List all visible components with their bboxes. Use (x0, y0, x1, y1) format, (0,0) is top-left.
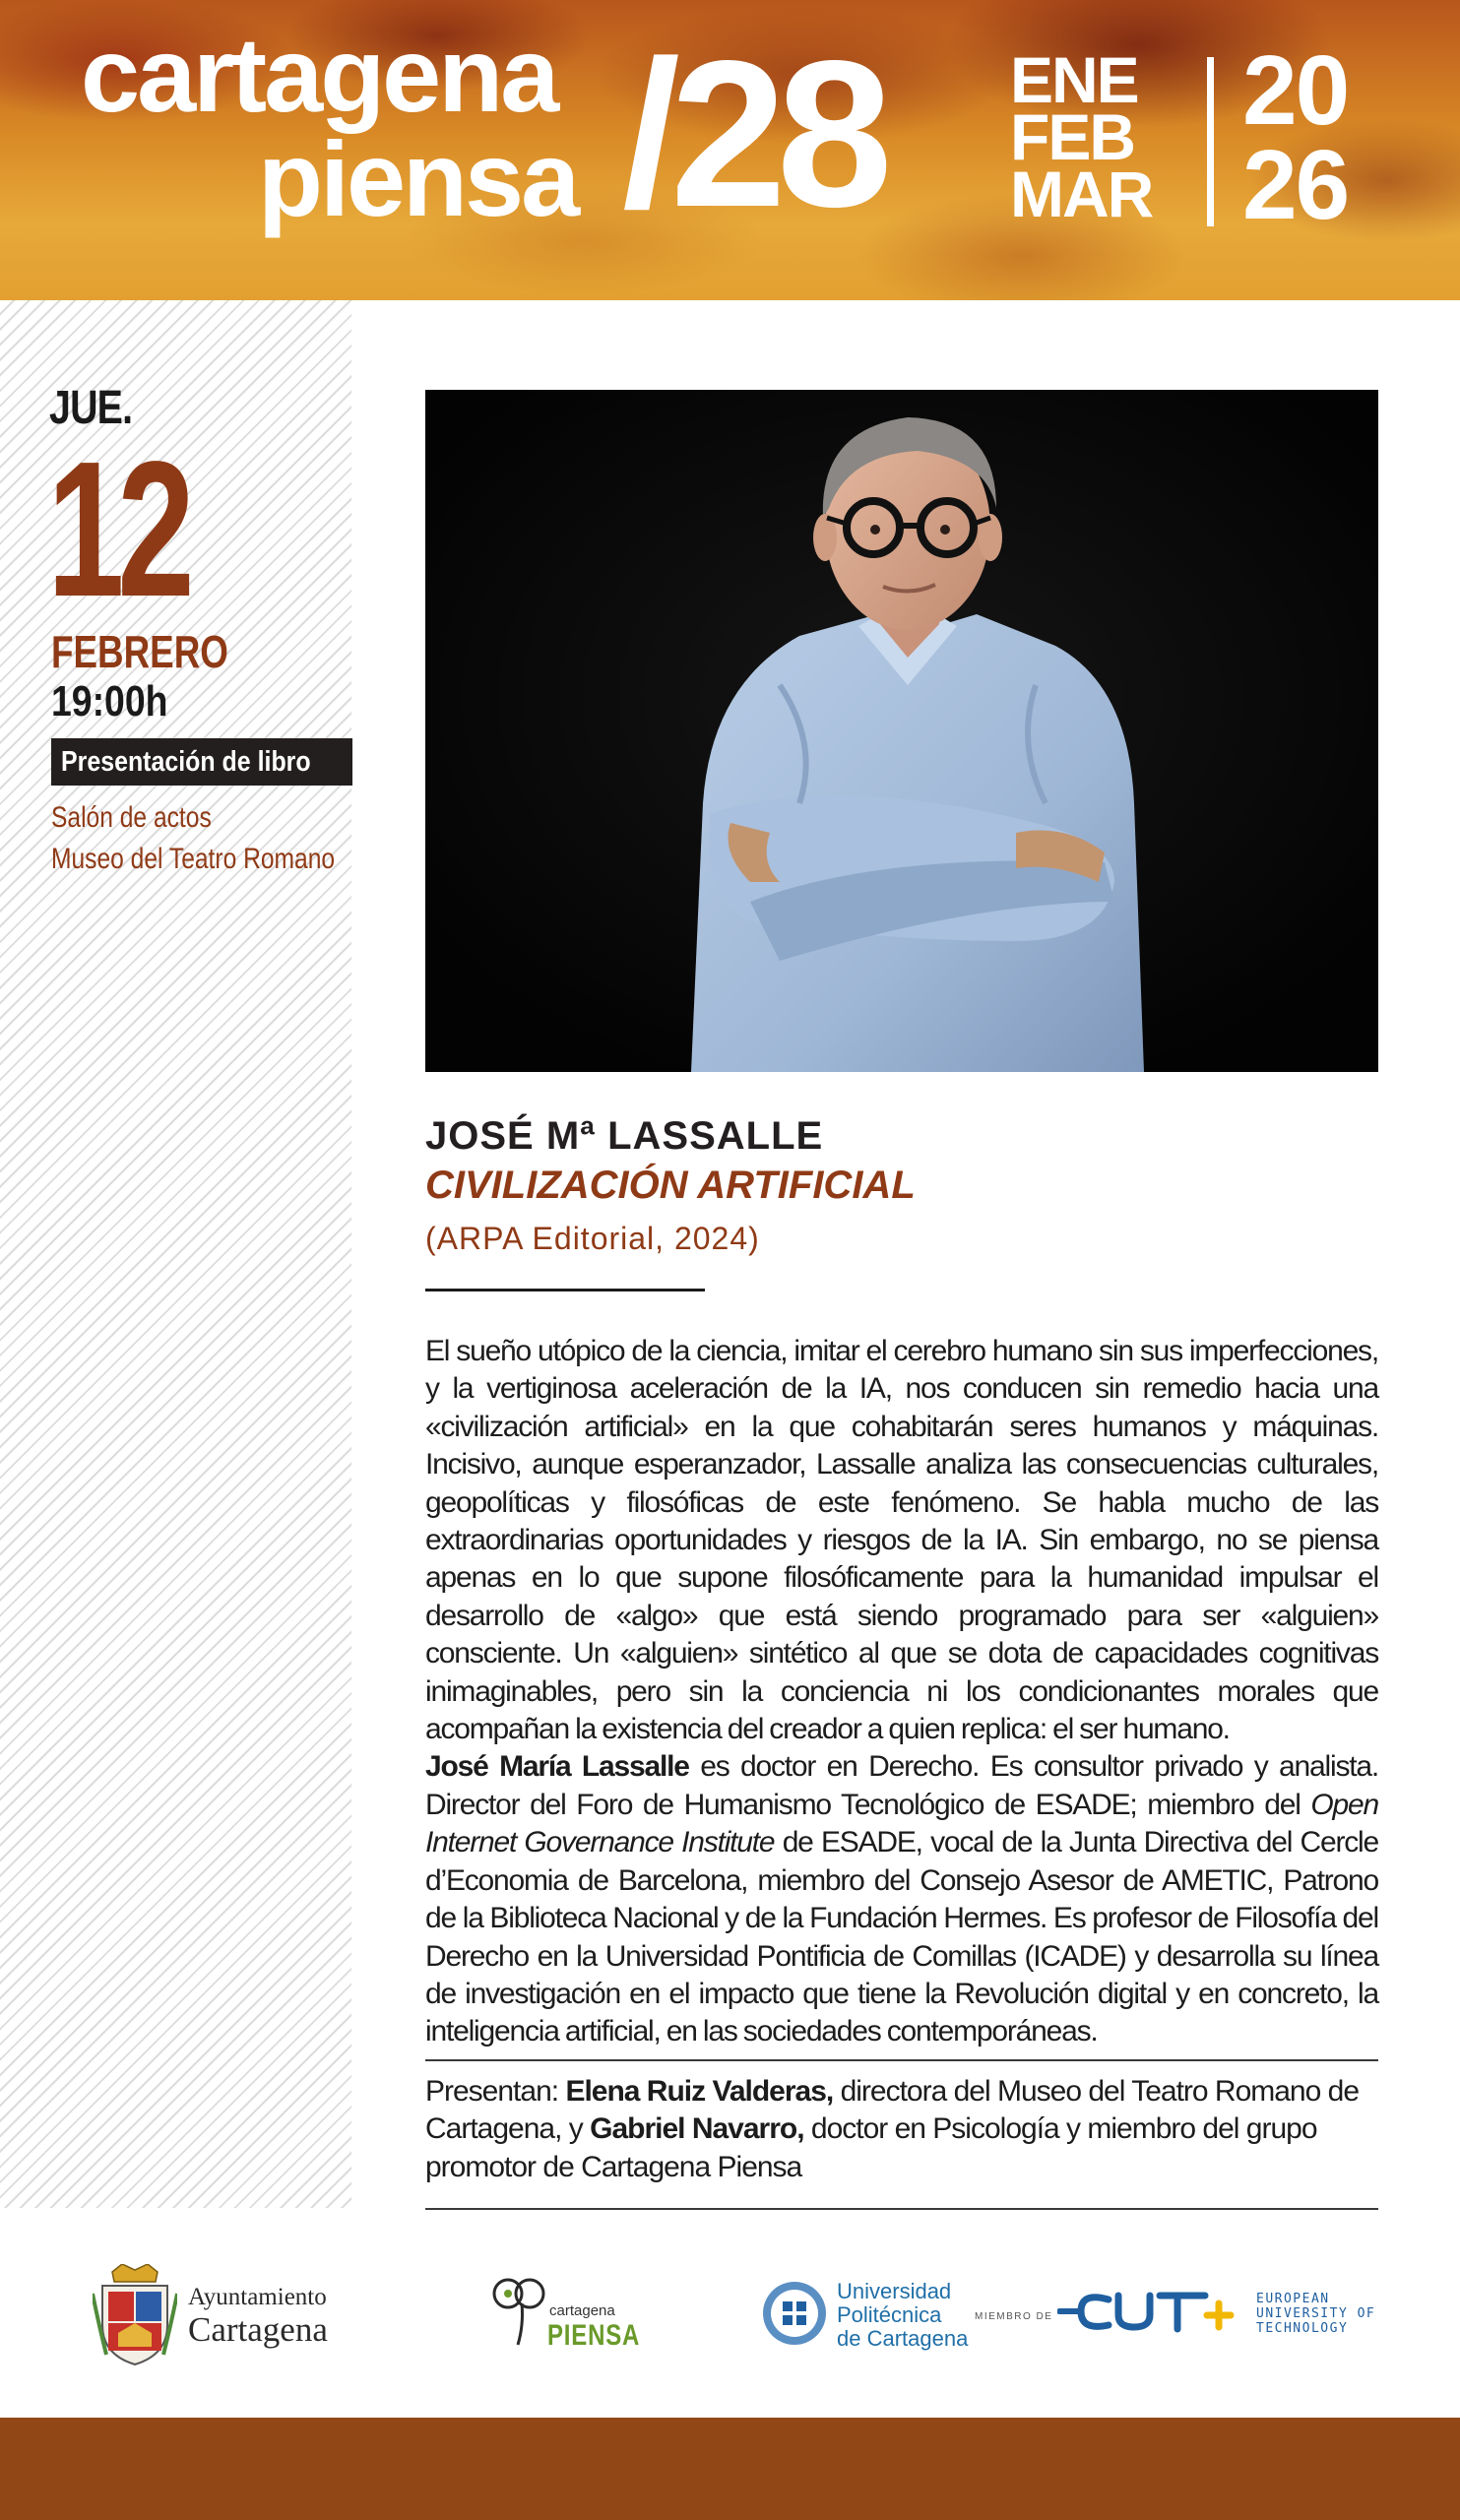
book-publisher: (ARPA Editorial, 2024) (425, 1221, 760, 1256)
synopsis-paragraph: El sueño utópico de la ciencia, imitar el cerebro humano sin sus imperfecciones, y la vertiginosa aceleración de la IA, nos conducen sin remedio hacia una «civilización artificial» en la que cohabitarán seres humanos y máquinas. Incisivo, aunque esperanzador, Lassalle analiza las consecuencias culturales, geopolíticas y filosóficas de este fenómeno. Se habla mucho de las extraordinarias oportunidades y riesgos de la IA. Sin embargo, no se piensa apenas en lo que supone filosóficamente para la humanidad impulsar el desarrollo de «algo» que está siendo programado para ser «alguien» consciente. Un «alguien» sintético al que se dota de capacidades cognitivas inimaginables, pero sin la conciencia ni los condicionantes morales que acompañan la existencia del creador a quien replica: el ser humano. (425, 1335, 1378, 1746)
eut-line-3: TECHNOLOGY (1256, 2321, 1349, 2336)
author-bio-paragraph (425, 1748, 1378, 2050)
presenter-desc-1: directora del Museo del Teatro Romano de Cartagena, y (425, 2075, 1360, 2146)
presenter-desc-2: doctor en Psicología y miembro del grupo promotor de Cartagena Piensa (425, 2112, 1317, 2183)
cartagena-label: Cartagena (188, 2310, 328, 2349)
author-photo (425, 390, 1378, 1072)
ayuntamiento-label: Ayuntamiento (188, 2284, 327, 2310)
event-venue (51, 797, 397, 880)
upct-line-2: Politécnica (837, 2302, 942, 2327)
eut-line-1: EUROPEAN (1256, 2292, 1330, 2306)
header-divider (1207, 57, 1214, 226)
book-description (425, 1333, 1378, 2051)
bio-text-1: es doctor en Derecho. Es consultor privado y analista. Director del Foro de Humanismo Tecnológico de ESADE; miembro del (425, 1750, 1378, 1821)
year-line-1: 20 (1242, 35, 1349, 146)
title-divider (425, 1289, 705, 1292)
event-time: 19:00h (51, 677, 168, 725)
bio-text-2: de ESADE, vocal de la Junta Directiva del Cercle d’Economia de Barcelona, miembro del Consejo Asesor de AMETIC, Patrono de la Biblioteca Nacional y de la Fundación Hermes. Es profesor de Filosofía del Derecho en la Universidad Pontificia de Comillas (ICADE) y desarrolla su línea de investigación en el impacto que tiene la Revolución digital y en concreto, la inteligencia artificial, en las sociedades contemporáneas. (425, 1826, 1378, 2048)
cartagena-piensa-logo-icon (490, 2276, 549, 2360)
cartagena-piensa-small-label: cartagena (549, 2302, 615, 2319)
presenters-bottom-divider (425, 2208, 1378, 2210)
cartagena-piensa-big-label: PIENSA (547, 2319, 641, 2352)
book-title: CIVILIZACIÓN ARTIFICIAL (425, 1164, 916, 1207)
footer-bar (0, 2418, 1460, 2520)
event-month: FEBRERO (51, 626, 228, 677)
header-banner (0, 0, 1460, 300)
year-line-2: 26 (1242, 130, 1349, 240)
event-day-number: 12 (47, 421, 188, 637)
upct-logo-icon (761, 2280, 828, 2352)
brand-line-1: cartagena (81, 15, 557, 134)
ayuntamiento-crest-icon (93, 2264, 177, 2371)
eut-logo-icon (1057, 2282, 1246, 2342)
book-author: JOSÉ Mª LASSALLE (425, 1114, 824, 1158)
venue-line-2: Museo del Teatro Romano (51, 843, 336, 875)
presenters-block (425, 2073, 1378, 2186)
event-type-badge (51, 738, 352, 786)
year (1242, 35, 1349, 240)
presenters-top-divider (425, 2059, 1378, 2061)
brand-line-2: piensa (258, 119, 578, 238)
eut-line-2: UNIVERSITY OF (1256, 2306, 1376, 2321)
eut-logo-text (1256, 2292, 1375, 2336)
presenters-label: Presentan: (425, 2075, 566, 2108)
event-type-label: Presentación de libro (61, 746, 311, 778)
upct-logo-text (837, 2280, 968, 2351)
edition-number: /28 (622, 17, 883, 250)
event-weekday: JUE. (49, 382, 133, 434)
bio-italic: Open Internet Governance Institute (425, 1788, 1378, 1859)
month-label: ENE (1010, 43, 1138, 116)
venue-line-1: Salón de actos (51, 801, 212, 834)
upct-line-1: Universidad (837, 2279, 952, 2303)
bio-author-name: José María Lassalle (425, 1750, 689, 1784)
ayuntamiento-logo-text (188, 2284, 328, 2349)
month-label: FEB (1010, 100, 1134, 173)
miembro-de-label: MIEMBRO DE (975, 2311, 1053, 2322)
presenter-name-2: Gabriel Navarro, (590, 2112, 804, 2146)
upct-line-3: de Cartagena (837, 2326, 969, 2351)
presenter-name-1: Elena Ruiz Valderas, (565, 2075, 834, 2108)
month-label: MAR (1010, 158, 1153, 230)
months-list (1010, 43, 1153, 230)
